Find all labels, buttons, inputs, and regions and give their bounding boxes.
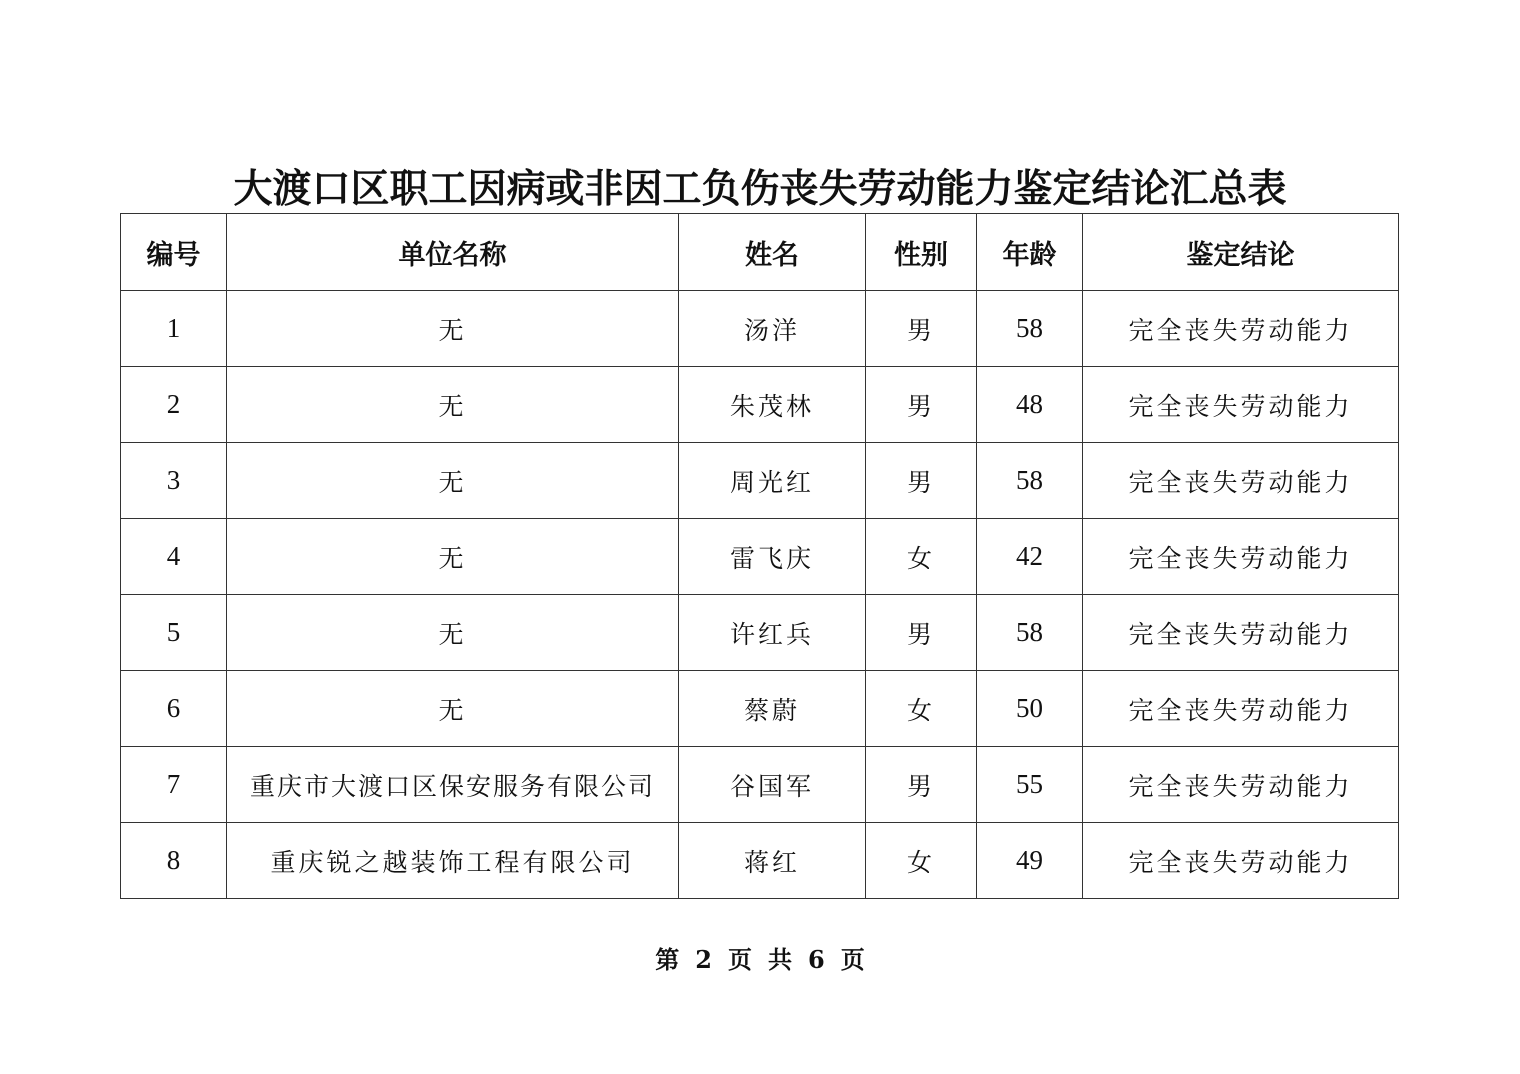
cell-number: 5 (121, 595, 227, 671)
header-name: 姓名 (679, 214, 866, 291)
footer-page-word: 页 (728, 945, 752, 974)
cell-unit-name: 无 (227, 291, 679, 367)
cell-unit-name: 重庆锐之越装饰工程有限公司 (227, 823, 679, 899)
header-unit-name: 单位名称 (227, 214, 679, 291)
cell-unit-name: 无 (227, 519, 679, 595)
cell-name: 许红兵 (679, 595, 866, 671)
table-row (121, 291, 1399, 367)
cell-gender: 男 (866, 291, 977, 367)
header-conclusion: 鉴定结论 (1083, 214, 1399, 291)
cell-name: 周光红 (679, 443, 866, 519)
cell-number: 8 (121, 823, 227, 899)
cell-conclusion: 完全丧失劳动能力 (1083, 519, 1399, 595)
cell-number: 7 (121, 747, 227, 823)
cell-unit-name: 无 (227, 671, 679, 747)
cell-age: 55 (977, 747, 1083, 823)
cell-gender: 男 (866, 367, 977, 443)
cell-age: 42 (977, 519, 1083, 595)
page-title: 大渡口区职工因病或非因工负伤丧失劳动能力鉴定结论汇总表 (233, 166, 1287, 212)
header-number: 编号 (121, 214, 227, 291)
cell-number: 2 (121, 367, 227, 443)
cell-age: 58 (977, 443, 1083, 519)
cell-name: 谷国军 (679, 747, 866, 823)
summary-table (120, 213, 1399, 899)
footer-total-prefix: 共 (768, 945, 792, 974)
cell-gender: 女 (866, 823, 977, 899)
table-row (121, 443, 1399, 519)
cell-unit-name: 无 (227, 595, 679, 671)
cell-conclusion: 完全丧失劳动能力 (1083, 291, 1399, 367)
cell-gender: 男 (866, 443, 977, 519)
cell-conclusion: 完全丧失劳动能力 (1083, 443, 1399, 519)
footer-page-prefix: 第 (655, 945, 680, 974)
table-row (121, 367, 1399, 443)
cell-number: 1 (121, 291, 227, 367)
cell-name: 汤洋 (679, 291, 866, 367)
table-row (121, 519, 1399, 595)
cell-conclusion: 完全丧失劳动能力 (1083, 747, 1399, 823)
cell-conclusion: 完全丧失劳动能力 (1083, 367, 1399, 443)
cell-name: 蔡蔚 (679, 671, 866, 747)
cell-conclusion: 完全丧失劳动能力 (1083, 671, 1399, 747)
table-row (121, 671, 1399, 747)
footer-total-pages: 6 (808, 945, 825, 974)
cell-name: 蒋红 (679, 823, 866, 899)
table-row (121, 747, 1399, 823)
cell-unit-name: 无 (227, 367, 679, 443)
cell-number: 3 (121, 443, 227, 519)
page-footer (0, 940, 1520, 975)
footer-total-suffix: 页 (840, 945, 865, 974)
cell-age: 58 (977, 291, 1083, 367)
cell-unit-name: 重庆市大渡口区保安服务有限公司 (227, 747, 679, 823)
header-age: 年龄 (977, 214, 1083, 291)
cell-number: 4 (121, 519, 227, 595)
table-row (121, 595, 1399, 671)
cell-unit-name: 无 (227, 443, 679, 519)
cell-age: 58 (977, 595, 1083, 671)
footer-current-page: 2 (695, 945, 712, 974)
cell-gender: 女 (866, 671, 977, 747)
header-gender: 性别 (866, 214, 977, 291)
cell-gender: 女 (866, 519, 977, 595)
cell-number: 6 (121, 671, 227, 747)
cell-conclusion: 完全丧失劳动能力 (1083, 595, 1399, 671)
cell-gender: 男 (866, 747, 977, 823)
table-row (121, 823, 1399, 899)
cell-age: 48 (977, 367, 1083, 443)
cell-age: 49 (977, 823, 1083, 899)
table-header-row (121, 214, 1399, 291)
cell-name: 雷飞庆 (679, 519, 866, 595)
cell-name: 朱茂林 (679, 367, 866, 443)
cell-age: 50 (977, 671, 1083, 747)
cell-conclusion: 完全丧失劳动能力 (1083, 823, 1399, 899)
cell-gender: 男 (866, 595, 977, 671)
